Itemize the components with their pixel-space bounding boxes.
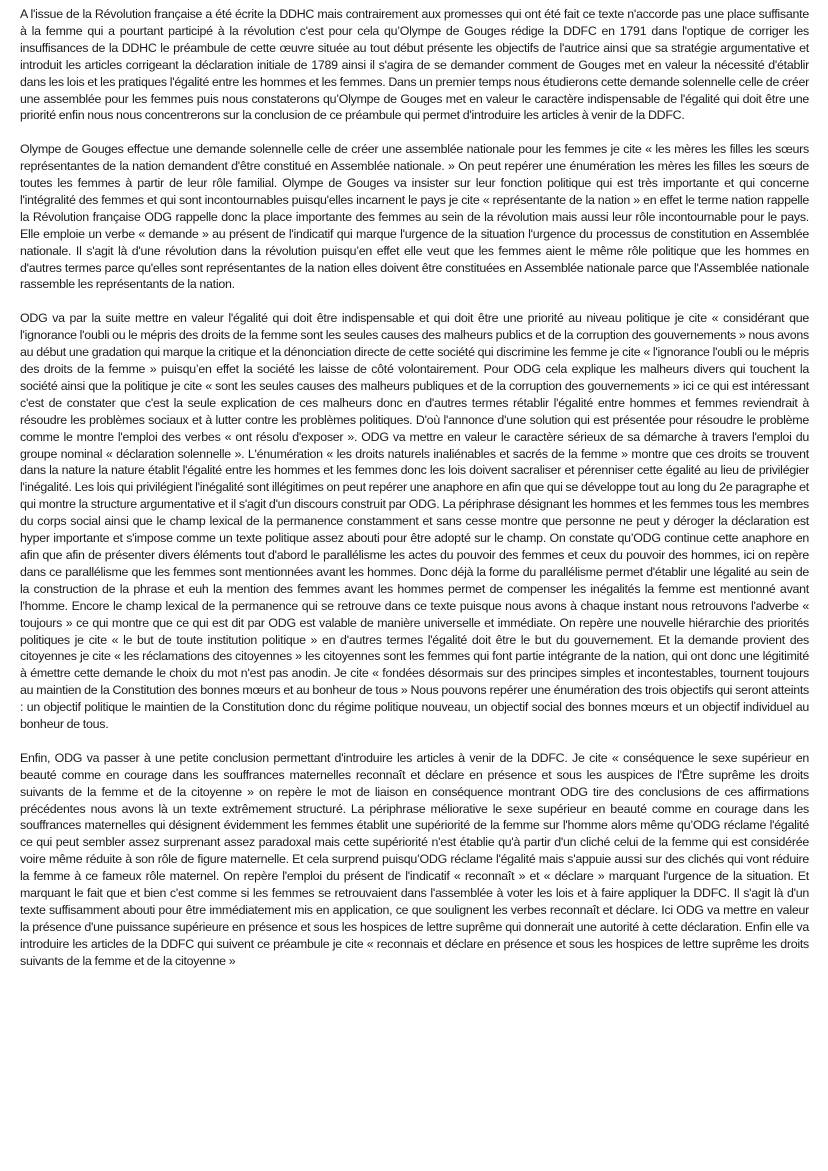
document-body	[20, 6, 809, 987]
paragraph-conclusion: Enfin, ODG va passer à une petite conclusion permettant d'introduire les articles à venir de la DDFC. Je cite « conséquence le sexe supérieur en beauté comme en courage dans les souffrances maternelles reconnaît et déclare en présence et sous les auspices de l'Être suprême les droits suivants de la femme et de la citoyenne » on repère le mot de liaison en conséquence montrant ODG tire des conclusions de ces affirmations précédentes nous avons là un texte extrêmement structuré. La périphrase méliorative le sexe supérieur en beauté comme en courage dans les souffrances maternelles qui désignent évidemment les femmes établit une supériorité de la femme sur l'homme alors même qu’ODG réclame l'égalité ce qui peut sembler assez surprenant assez paradoxal mais cette supériorité n'est établie qu'à partir d'un cliché celui de la femme qui est considérée voire même réduite à son rôle de figure maternelle. Et cela surprend puisqu’ODG réclame l'égalité mais s'appuie aussi sur des clichés qui vont réduire la femme à ce fameux rôle maternel. On repère l'emploi du présent de l'indicatif « reconnaît » et « déclare » marquant l'urgence de la situation. Et marquant le fait que et bien c'est comme si les femmes se retrouvaient dans l'assemblée à voter les lois et à faire appliquer la DDFC. Il s'agit là d'un texte suffisamment abouti pour être immédiatement mis en application, ce que soulignent les verbes reconnaît et déclare. Ici ODG va mettre en valeur la présence d'une puissance supérieure en présence et sous les hospices de lettre suprême qui donnerait une autorité à cette déclaration. Enfin elle va introduire les articles de la DDFC qui suivent ce préambule je cite « reconnais et déclare en présence et sous les hospices de lettre suprême les droits suivants de la femme et de la citoyenne »	[20, 750, 809, 968]
paragraph-egalite: ODG va par la suite mettre en valeur l'égalité qui doit être indispensable et qui doit être une priorité au niveau politique je cite « considérant que l'ignorance l'oubli ou le mépris des droits de la femme sont les seules causes des malheurs publics et de la corruption des gouvernements » nous avons au début une gradation qui marque la critique et la dénonciation directe de cette société qui discrimine les femme je cite « l'ignorance l'oubli ou le mépris des droits de la femme » puisqu’en effet la société les laisse de côté volontairement. Pour ODG cela explique les malheurs divers qui touchent la société ainsi que la politique je cite « sont les seules causes des malheurs publiques et de la corruption des gouvernements » ici ce qui est intéressant c'est de constater que c'est la seule explication de ces malheurs donc en d'autres termes rétablir l'égalité entre hommes et femmes reviendrait à résoudre les problèmes sociaux et à lutter contre les problèmes politiques. D'où l'annonce d'une solution qui est présentée pour résoudre le problème comme le montre l'emploi des verbes « ont résolu d'exposer ». ODG va mettre en valeur le caractère sérieux de sa démarche à travers l'emploi du groupe nominal « déclaration solennelle ». L'énumération « les droits naturels inaliénables et sacrés de la femme » montre que ces droits se trouvent dans la nature la nature établit l'égalité entre les hommes et les femmes donc les lois doivent sacraliser et pérenniser cette égalité au lieu de privilégier l'inégalité. Les lois qui privilégient l'inégalité sont illégitimes on peut repérer une anaphore en afin que qui se développe tout au long du 2e paragraphe et qui montre la structure argumentative et il s'agit d'un discours construit par ODG. La périphrase désignant les hommes et les femmes tous les membres du corps social ainsi que le champ lexical de la permanence constamment et sans cesse montre que personne ne peut y déroger la déclaration est hyper importante et s'impose comme un texte politique assez abouti pour être adopté sur le champ. On constate qu’ODG continue cette anaphore en afin que afin de présenter divers éléments tout d'abord le parallélisme les actes du pouvoir des femmes et ceux du pouvoir des hommes, ici on repère dans ce parallélisme que les femmes sont mentionnées avant les hommes. Donc déjà la forme du parallélisme permet d'établir une légalité au sein de la construction de la phrase et euh la mention des femmes avant les hommes permet de compenser les inégalités la femme est mentionné avant l'homme. Encore le champ lexical de la permanence qui se retrouve dans ce texte puisque nous avons à chaque instant nous retrouvons l'adverbe « toujours » ce qui montre que ce qui est dit par ODG est valable de manière universelle et immédiate. On repère une nouvelle hiérarchie des priorités politiques je cite « le but de toute institution politique » en d'autres termes l'égalité doit être le but du gouvernement. Et la demande provient des citoyennes je cite « les réclamations des citoyennes » les citoyennes sont les femmes qui font partie intégrante de la nation, qui ont donc une légitimité à émettre cette demande le choix du mot n'est pas anodin. Je cite « fondées désormais sur des principes simples et incontestables, tournent toujours au maintien de la Constitution des bonnes mœurs et au bonheur de tous » Nous pouvons repérer une énumération des trois objectifs qui seront atteints : un objectif politique le maintien de la Constitution donc du régime politique nouveau, un objectif social des bonnes mœurs et un objectif individuel au bonheur de tous.	[20, 311, 809, 732]
paragraph-introduction: A l'issue de la Révolution française a été écrite la DDHC mais contrairement aux promesses qui ont été fait ce texte n'accorde pas une place suffisante à la femme qui a pourtant participé à la révolution c'est pour cela qu’Olympe de Gouges rédige la DDFC en 1791 dans l'optique de corriger les insuffisances de la DDHC le préambule de cette œuvre située au tout début présente les objectifs de l'autrice ainsi que sa stratégie argumentative et introduit les articles corrigeant la déclaration initiale de 1789 ainsi il s'agira de se demander comment de Gouges met en valeur la nécessité d'établir dans les lois et les pratiques l'égalité entre les hommes et les femmes. Dans un premier temps nous étudierons cette demande solennelle celle de créer une assemblée pour les femmes puis nous constaterons qu’Olympe de Gouges met en valeur le caractère indispensable de l'égalité qui doit être une priorité enfin nous nous concentrerons sur la conclusion de ce préambule qui permet d'introduire les articles à venir de la DDFC.	[20, 7, 809, 123]
paragraph-assemblee: Olympe de Gouges effectue une demande solennelle celle de créer une assemblée nationale pour les femmes je cite « les mères les filles les sœurs représentantes de la nation demandent d'être constitué en Assemblée nationale. » On peut repérer une énumération les mères les filles les sœurs de toutes les femmes à partir de leur rôle familial. Olympe de Gouges va insister sur leur fonction politique qui est très importante et qui concerne l'intégralité des femmes et qui sont incontournables puisqu'elles incarnent le pays je cite « représentante de la nation » en effet le terme nation rappelle la Révolution française ODG rappelle donc la place importante des femmes au sein de la révolution mais aussi leur rôle incontournable pour le pays. Elle emploie un verbe « demande » au présent de l'indicatif qui marque l'urgence de la situation l'urgence du processus de constitution en Assemblée nationale. Il s'agit là d'une révolution dans la révolution puisqu’en effet elle veut que les femmes aient le même rôle politique que les hommes en d'autres termes parce qu'elles sont représentantes de la nation elles doivent être constituées en Assemblée nationale parce que l'Assemblée nationale rassemble les représentants de la nation.	[20, 142, 809, 292]
